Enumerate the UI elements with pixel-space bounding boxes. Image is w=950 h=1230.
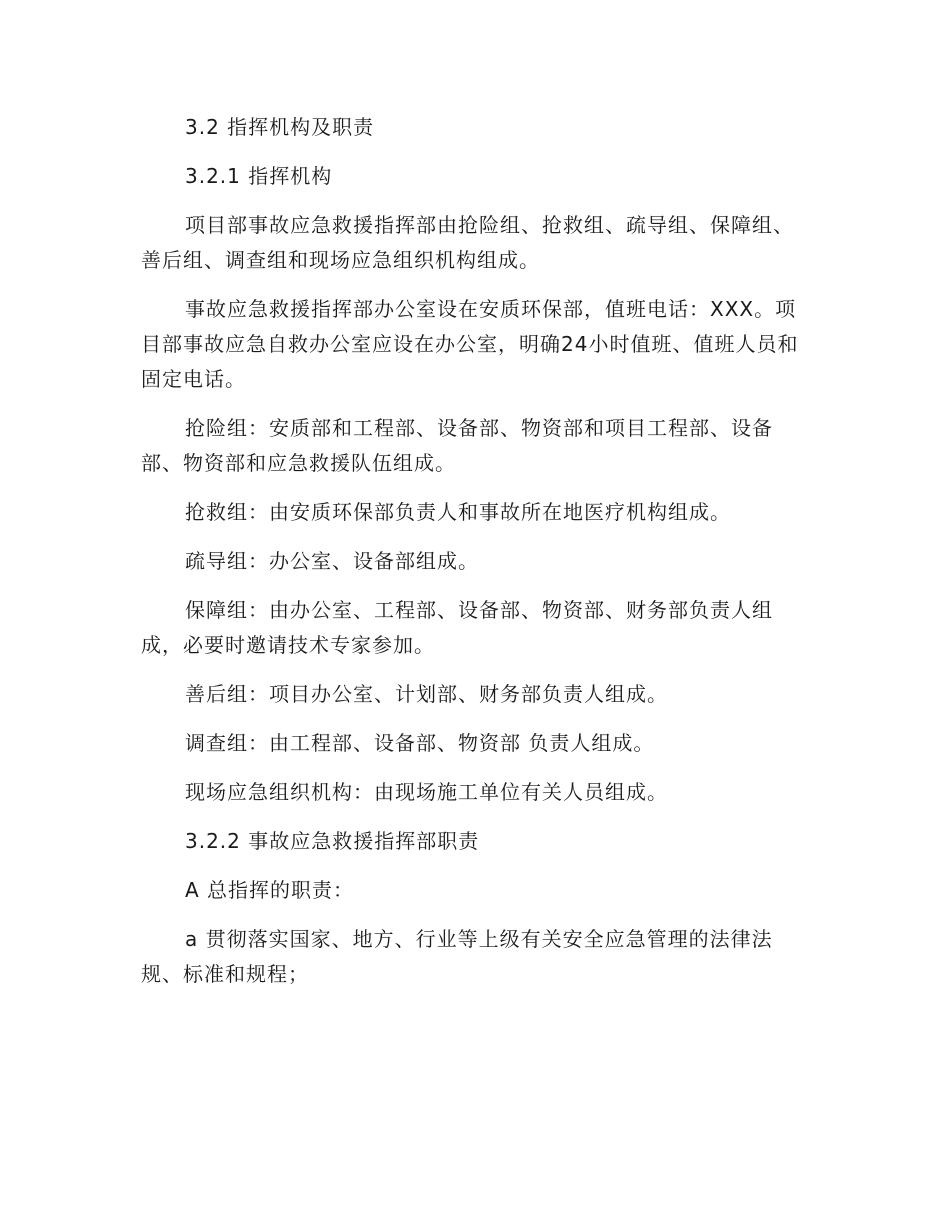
paragraph-support-team: 保障组：由办公室、工程部、设备部、物资部、财务部负责人组成，必要时邀请技术专家参加。 (141, 598, 773, 657)
paragraph-first-aid-team: 抢救组：由安质环保部负责人和事故所在地医疗机构组成。 (185, 500, 731, 524)
subsection-heading-3-2-1: 3.2.1 指挥机构 (185, 164, 333, 188)
paragraph-command-composition: 项目部事故应急救援指挥部由抢险组、抢救组、疏导组、保障组、善后组、调查组和现场应急组织机构组成。 (141, 213, 794, 272)
paragraph-onsite-organization: 现场应急组织机构：由现场施工单位有关人员组成。 (185, 780, 668, 804)
item-heading-a: A 总指挥的职责： (185, 878, 355, 902)
paragraph-evacuation-team: 疏导组：办公室、设备部组成。 (185, 549, 479, 573)
subsection-heading-3-2-2: 3.2.2 事故应急救援指挥部职责 (185, 829, 480, 853)
paragraph-aftermath-team: 善后组：项目办公室、计划部、财务部负责人组成。 (185, 682, 668, 706)
item-a-implement-regulations: a 贯彻落实国家、地方、行业等上级有关安全应急管理的法律法规、标准和规程； (141, 927, 773, 986)
document-body (141, 110, 806, 1006)
section-heading-3-2: 3.2 指挥机构及职责 (185, 115, 375, 139)
paragraph-investigation-team: 调查组：由工程部、设备部、物资部 负责人组成。 (185, 731, 655, 755)
paragraph-rescue-team: 抢险组：安质部和工程部、设备部、物资部和项目工程部、设备部、物资部和应急救援队伍组成。 (141, 416, 773, 475)
paragraph-command-office: 事故应急救援指挥部办公室设在安质环保部，值班电话：XXX。项目部事故应急自救办公室应设在办公室，明确24小时值班、值班人员和固定电话。 (141, 297, 799, 391)
